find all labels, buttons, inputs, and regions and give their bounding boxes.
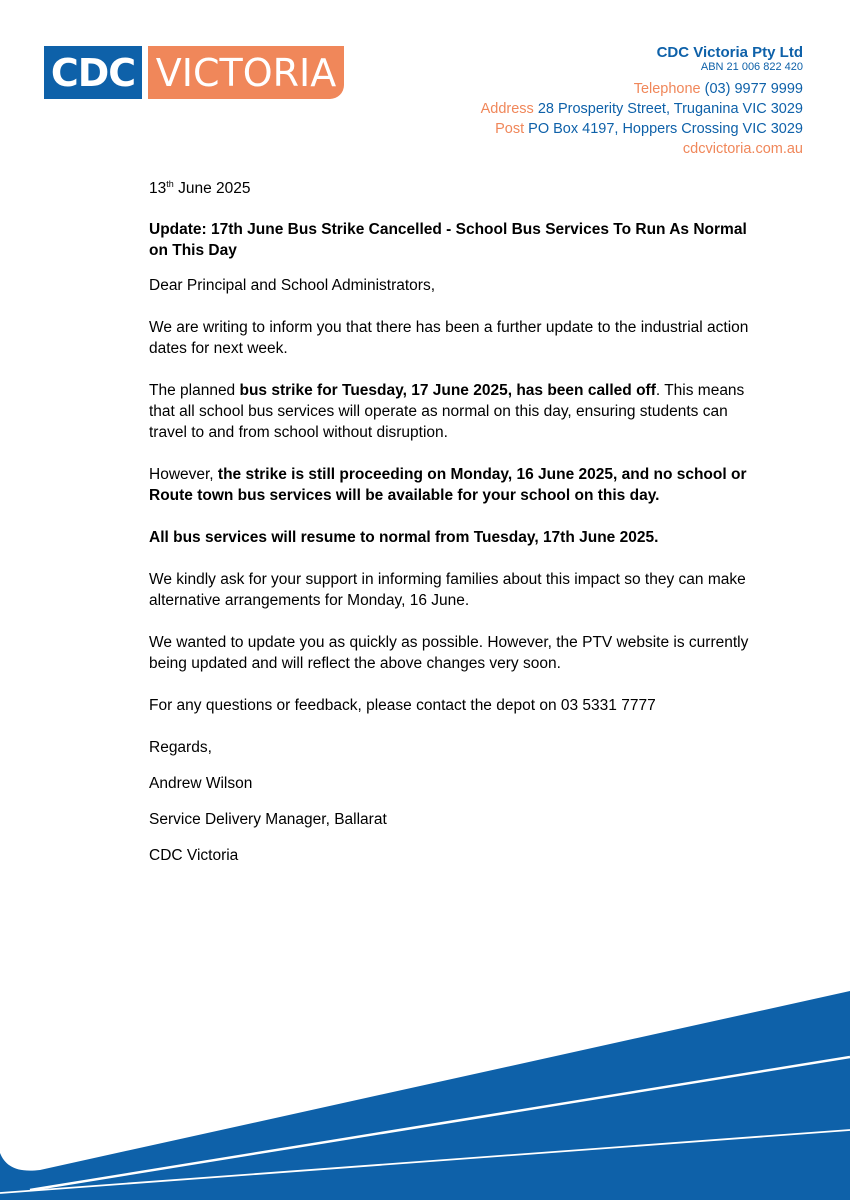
letter-date [149, 178, 769, 199]
p3-text-a: However, [149, 466, 218, 483]
paragraph-ptv: We wanted to update you as quickly as possible. However, the PTV website is currently being updated and will reflect the above changes very soon. [149, 634, 749, 672]
signatory-org: CDC Victoria [149, 847, 239, 864]
company-name: CDC Victoria Pty Ltd [656, 44, 803, 61]
paragraph-strike-cancelled [149, 380, 769, 443]
paragraph-resume [149, 527, 769, 548]
signatory-name: Andrew Wilson [149, 775, 253, 792]
signatory-title: Service Delivery Manager, Ballarat [149, 811, 387, 828]
paragraph-support: We kindly ask for your support in informing families about this impact so they can make alternative arrangements for Monday, 16 June. [149, 571, 746, 609]
p2-bold: bus strike for Tuesday, 17 June 2025, has been called off [239, 382, 656, 399]
paragraph-strike-proceeding [149, 464, 769, 506]
telephone-line [481, 79, 803, 99]
p2-text-a: The planned [149, 382, 240, 399]
logo-cdc-block: CDC [44, 46, 142, 99]
post-line [481, 119, 803, 139]
p2-text-c: . This means that all school bus services will operate as normal on this day, ensuring students can travel to and from school without disruption. [149, 382, 745, 441]
telephone-value: (03) 9977 9999 [704, 81, 803, 97]
company-abn: ABN 21 006 822 420 [700, 61, 803, 73]
letter-body [149, 178, 769, 881]
date-suffix: th [166, 179, 174, 189]
letterhead-contact [481, 44, 803, 159]
footer-wave-band [0, 991, 850, 1200]
date-day: 13 [149, 180, 167, 197]
logo-victoria-block: VICTORIA [148, 46, 344, 99]
address-value: 28 Prosperity Street, Truganina VIC 3029 [537, 101, 803, 117]
letter-subject: Update: 17th June Bus Strike Cancelled - School Bus Services To Run As Normal on This Day [149, 221, 747, 259]
letter-greeting: Dear Principal and School Administrators, [149, 277, 436, 294]
date-rest: June 2025 [173, 180, 251, 197]
telephone-label: Telephone [633, 81, 701, 97]
post-value: PO Box 4197, Hoppers Crossing VIC 3029 [528, 121, 803, 137]
paragraph-update: We are writing to inform you that there has been a further update to the industrial action dates for next week. [149, 319, 749, 357]
p4-bold: All bus services will resume to normal from Tuesday, 17th June 2025. [149, 529, 659, 546]
address-line [481, 99, 803, 119]
letter-closing: Regards, [149, 739, 212, 756]
p3-bold: the strike is still proceeding on Monday, 16 June 2025, and no school or Route town bus services will be available for your school on this day. [149, 466, 747, 504]
address-label: Address [480, 101, 534, 117]
cdc-victoria-logo [44, 46, 344, 99]
paragraph-contact: For any questions or feedback, please contact the depot on 03 5331 7777 [149, 697, 656, 714]
footer-wave-graphic [0, 985, 850, 1200]
post-label: Post [495, 121, 525, 137]
website-link[interactable]: cdcvictoria.com.au [682, 141, 803, 157]
